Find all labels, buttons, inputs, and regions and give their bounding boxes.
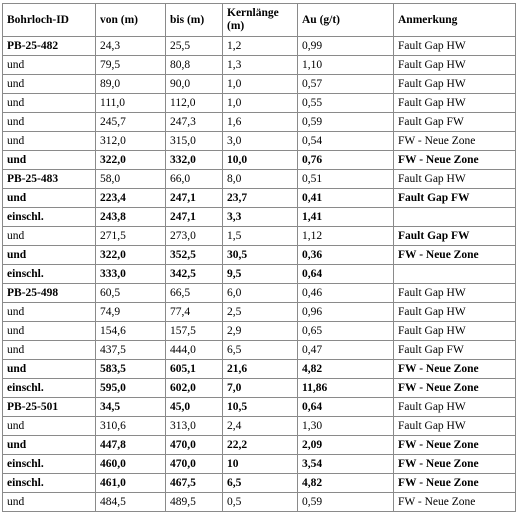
table-row bbox=[3, 132, 516, 151]
cell-bohrloch-id: einschl. bbox=[3, 208, 96, 227]
cell-kernlaenge: 10 bbox=[223, 455, 298, 474]
cell-au: 0,99 bbox=[298, 37, 394, 56]
cell-kernlaenge: 1,3 bbox=[223, 56, 298, 75]
cell-von: 484,5 bbox=[96, 493, 166, 512]
cell-von: 79,5 bbox=[96, 56, 166, 75]
header-von: von (m) bbox=[96, 4, 166, 37]
cell-kernlaenge: 0,5 bbox=[223, 493, 298, 512]
cell-au: 4,82 bbox=[298, 360, 394, 379]
cell-au: 0,51 bbox=[298, 170, 394, 189]
cell-kernlaenge: 1,5 bbox=[223, 227, 298, 246]
cell-bohrloch-id: und bbox=[3, 113, 96, 132]
cell-anmerkung: Fault Gap HW bbox=[394, 322, 516, 341]
cell-bohrloch-id: und bbox=[3, 417, 96, 436]
cell-kernlaenge: 3,0 bbox=[223, 132, 298, 151]
cell-anmerkung: FW - Neue Zone bbox=[394, 474, 516, 493]
cell-kernlaenge: 6,5 bbox=[223, 341, 298, 360]
cell-bohrloch-id: PB-25-501 bbox=[3, 398, 96, 417]
table-row bbox=[3, 303, 516, 322]
cell-bohrloch-id: PB-25-498 bbox=[3, 284, 96, 303]
cell-kernlaenge: 22,2 bbox=[223, 436, 298, 455]
cell-anmerkung: Fault Gap HW bbox=[394, 75, 516, 94]
cell-von: 223,4 bbox=[96, 189, 166, 208]
table-row bbox=[3, 113, 516, 132]
cell-bohrloch-id: und bbox=[3, 75, 96, 94]
header-anmerkung: Anmerkung bbox=[394, 4, 516, 37]
header-row bbox=[3, 4, 516, 37]
cell-kernlaenge: 6,5 bbox=[223, 474, 298, 493]
cell-bis: 80,8 bbox=[166, 56, 223, 75]
cell-au: 0,59 bbox=[298, 113, 394, 132]
cell-au: 1,12 bbox=[298, 227, 394, 246]
table-row bbox=[3, 75, 516, 94]
cell-bis: 66,5 bbox=[166, 284, 223, 303]
cell-bis: 444,0 bbox=[166, 341, 223, 360]
cell-von: 312,0 bbox=[96, 132, 166, 151]
cell-au: 0,65 bbox=[298, 322, 394, 341]
cell-anmerkung bbox=[394, 265, 516, 284]
drill-results-table-container bbox=[2, 3, 515, 512]
table-row bbox=[3, 56, 516, 75]
cell-au: 0,64 bbox=[298, 398, 394, 417]
cell-bis: 313,0 bbox=[166, 417, 223, 436]
cell-kernlaenge: 3,3 bbox=[223, 208, 298, 227]
cell-au: 0,47 bbox=[298, 341, 394, 360]
table-row bbox=[3, 265, 516, 284]
cell-bis: 332,0 bbox=[166, 151, 223, 170]
cell-anmerkung: Fault Gap HW bbox=[394, 303, 516, 322]
cell-kernlaenge: 9,5 bbox=[223, 265, 298, 284]
cell-anmerkung: Fault Gap FW bbox=[394, 227, 516, 246]
header-bohrloch-id: Bohrloch-ID bbox=[3, 4, 96, 37]
cell-bohrloch-id: und bbox=[3, 132, 96, 151]
cell-anmerkung: Fault Gap HW bbox=[394, 284, 516, 303]
cell-anmerkung bbox=[394, 208, 516, 227]
cell-au: 0,57 bbox=[298, 75, 394, 94]
table-row bbox=[3, 474, 516, 493]
table-row bbox=[3, 208, 516, 227]
cell-bis: 112,0 bbox=[166, 94, 223, 113]
cell-anmerkung: FW - Neue Zone bbox=[394, 379, 516, 398]
table-row bbox=[3, 360, 516, 379]
cell-bis: 470,0 bbox=[166, 436, 223, 455]
cell-au: 0,46 bbox=[298, 284, 394, 303]
cell-bis: 45,0 bbox=[166, 398, 223, 417]
table-row bbox=[3, 151, 516, 170]
cell-bohrloch-id: und bbox=[3, 56, 96, 75]
cell-anmerkung: Fault Gap HW bbox=[394, 398, 516, 417]
cell-bis: 352,5 bbox=[166, 246, 223, 265]
cell-von: 111,0 bbox=[96, 94, 166, 113]
cell-anmerkung: FW - Neue Zone bbox=[394, 132, 516, 151]
cell-bis: 247,1 bbox=[166, 208, 223, 227]
cell-bohrloch-id: PB-25-483 bbox=[3, 170, 96, 189]
cell-bis: 605,1 bbox=[166, 360, 223, 379]
cell-au: 4,82 bbox=[298, 474, 394, 493]
cell-au: 1,10 bbox=[298, 56, 394, 75]
cell-von: 583,5 bbox=[96, 360, 166, 379]
cell-au: 11,86 bbox=[298, 379, 394, 398]
cell-von: 154,6 bbox=[96, 322, 166, 341]
cell-bis: 342,5 bbox=[166, 265, 223, 284]
cell-bohrloch-id: und bbox=[3, 94, 96, 113]
cell-anmerkung: Fault Gap HW bbox=[394, 56, 516, 75]
cell-anmerkung: Fault Gap HW bbox=[394, 417, 516, 436]
cell-von: 322,0 bbox=[96, 151, 166, 170]
table-row bbox=[3, 94, 516, 113]
cell-bohrloch-id: und bbox=[3, 360, 96, 379]
cell-bohrloch-id: und bbox=[3, 227, 96, 246]
cell-von: 34,5 bbox=[96, 398, 166, 417]
cell-au: 0,59 bbox=[298, 493, 394, 512]
cell-kernlaenge: 10,0 bbox=[223, 151, 298, 170]
cell-von: 271,5 bbox=[96, 227, 166, 246]
cell-von: 74,9 bbox=[96, 303, 166, 322]
cell-au: 0,76 bbox=[298, 151, 394, 170]
cell-bis: 66,0 bbox=[166, 170, 223, 189]
cell-bohrloch-id: und bbox=[3, 303, 96, 322]
table-row bbox=[3, 436, 516, 455]
cell-au: 0,36 bbox=[298, 246, 394, 265]
cell-bohrloch-id: und bbox=[3, 189, 96, 208]
cell-kernlaenge: 8,0 bbox=[223, 170, 298, 189]
cell-bohrloch-id: und bbox=[3, 246, 96, 265]
cell-anmerkung: Fault Gap FW bbox=[394, 189, 516, 208]
cell-au: 0,54 bbox=[298, 132, 394, 151]
cell-bis: 247,3 bbox=[166, 113, 223, 132]
cell-kernlaenge: 1,6 bbox=[223, 113, 298, 132]
table-row bbox=[3, 170, 516, 189]
cell-bohrloch-id: und bbox=[3, 322, 96, 341]
cell-au: 2,09 bbox=[298, 436, 394, 455]
header-kernlaenge: Kernlänge (m) bbox=[223, 4, 298, 37]
table-row bbox=[3, 341, 516, 360]
cell-kernlaenge: 2,4 bbox=[223, 417, 298, 436]
cell-von: 333,0 bbox=[96, 265, 166, 284]
cell-bohrloch-id: einschl. bbox=[3, 265, 96, 284]
cell-au: 3,54 bbox=[298, 455, 394, 474]
cell-anmerkung: FW - Neue Zone bbox=[394, 246, 516, 265]
cell-von: 60,5 bbox=[96, 284, 166, 303]
cell-bis: 315,0 bbox=[166, 132, 223, 151]
table-row bbox=[3, 493, 516, 512]
cell-bohrloch-id: und bbox=[3, 493, 96, 512]
cell-kernlaenge: 23,7 bbox=[223, 189, 298, 208]
cell-au: 0,96 bbox=[298, 303, 394, 322]
cell-anmerkung: FW - Neue Zone bbox=[394, 151, 516, 170]
cell-bohrloch-id: und bbox=[3, 151, 96, 170]
cell-kernlaenge: 7,0 bbox=[223, 379, 298, 398]
cell-bis: 470,0 bbox=[166, 455, 223, 474]
cell-bohrloch-id: und bbox=[3, 436, 96, 455]
cell-anmerkung: FW - Neue Zone bbox=[394, 455, 516, 474]
cell-bis: 157,5 bbox=[166, 322, 223, 341]
cell-von: 595,0 bbox=[96, 379, 166, 398]
cell-anmerkung: FW - Neue Zone bbox=[394, 493, 516, 512]
table-row bbox=[3, 322, 516, 341]
table-row bbox=[3, 455, 516, 474]
table-row bbox=[3, 398, 516, 417]
cell-anmerkung: FW - Neue Zone bbox=[394, 360, 516, 379]
cell-bohrloch-id: einschl. bbox=[3, 379, 96, 398]
cell-au: 0,41 bbox=[298, 189, 394, 208]
cell-von: 437,5 bbox=[96, 341, 166, 360]
table-body bbox=[3, 37, 516, 512]
cell-kernlaenge: 2,5 bbox=[223, 303, 298, 322]
cell-bohrloch-id: und bbox=[3, 341, 96, 360]
cell-bis: 489,5 bbox=[166, 493, 223, 512]
table-row bbox=[3, 417, 516, 436]
cell-au: 1,30 bbox=[298, 417, 394, 436]
cell-von: 460,0 bbox=[96, 455, 166, 474]
cell-von: 310,6 bbox=[96, 417, 166, 436]
cell-anmerkung: FW - Neue Zone bbox=[394, 436, 516, 455]
table-row bbox=[3, 227, 516, 246]
cell-von: 24,3 bbox=[96, 37, 166, 56]
cell-von: 461,0 bbox=[96, 474, 166, 493]
cell-von: 447,8 bbox=[96, 436, 166, 455]
cell-kernlaenge: 1,2 bbox=[223, 37, 298, 56]
table-row bbox=[3, 246, 516, 265]
cell-anmerkung: Fault Gap FW bbox=[394, 113, 516, 132]
cell-au: 1,41 bbox=[298, 208, 394, 227]
cell-au: 0,55 bbox=[298, 94, 394, 113]
cell-anmerkung: Fault Gap FW bbox=[394, 341, 516, 360]
table-row bbox=[3, 37, 516, 56]
drill-results-table bbox=[2, 3, 516, 512]
cell-von: 89,0 bbox=[96, 75, 166, 94]
header-bis: bis (m) bbox=[166, 4, 223, 37]
cell-anmerkung: Fault Gap HW bbox=[394, 94, 516, 113]
cell-anmerkung: Fault Gap HW bbox=[394, 37, 516, 56]
cell-bohrloch-id: einschl. bbox=[3, 455, 96, 474]
cell-von: 58,0 bbox=[96, 170, 166, 189]
cell-kernlaenge: 1,0 bbox=[223, 75, 298, 94]
cell-kernlaenge: 21,6 bbox=[223, 360, 298, 379]
cell-bis: 467,5 bbox=[166, 474, 223, 493]
cell-bis: 25,5 bbox=[166, 37, 223, 56]
cell-bis: 247,1 bbox=[166, 189, 223, 208]
cell-bis: 77,4 bbox=[166, 303, 223, 322]
cell-kernlaenge: 6,0 bbox=[223, 284, 298, 303]
table-row bbox=[3, 189, 516, 208]
cell-au: 0,64 bbox=[298, 265, 394, 284]
header-au: Au (g/t) bbox=[298, 4, 394, 37]
cell-von: 322,0 bbox=[96, 246, 166, 265]
cell-kernlaenge: 30,5 bbox=[223, 246, 298, 265]
table-row bbox=[3, 379, 516, 398]
table-row bbox=[3, 284, 516, 303]
cell-von: 243,8 bbox=[96, 208, 166, 227]
cell-bohrloch-id: einschl. bbox=[3, 474, 96, 493]
cell-kernlaenge: 2,9 bbox=[223, 322, 298, 341]
cell-bis: 602,0 bbox=[166, 379, 223, 398]
cell-kernlaenge: 1,0 bbox=[223, 94, 298, 113]
cell-bis: 273,0 bbox=[166, 227, 223, 246]
cell-bohrloch-id: PB-25-482 bbox=[3, 37, 96, 56]
cell-von: 245,7 bbox=[96, 113, 166, 132]
cell-anmerkung: Fault Gap HW bbox=[394, 170, 516, 189]
cell-bis: 90,0 bbox=[166, 75, 223, 94]
table-header bbox=[3, 4, 516, 37]
cell-kernlaenge: 10,5 bbox=[223, 398, 298, 417]
